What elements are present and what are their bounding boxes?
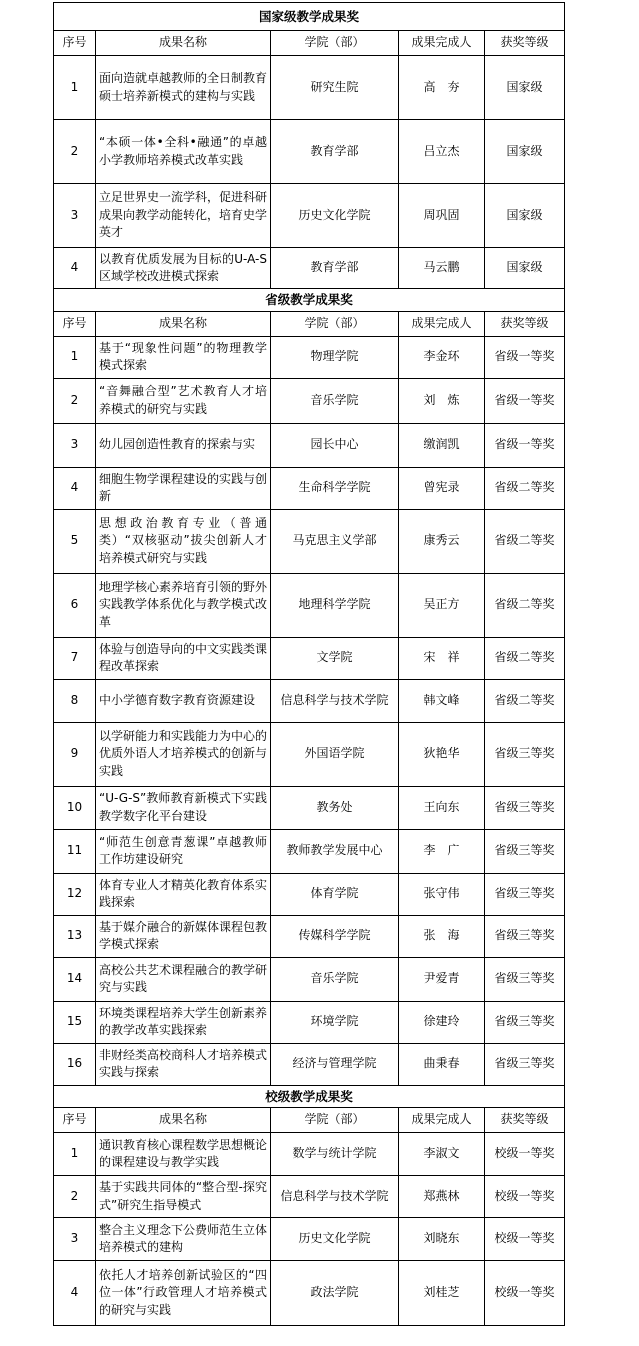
college-cell: 环境学院 (271, 1001, 399, 1043)
completer-cell: 刘 炼 (399, 378, 485, 423)
college-cell: 政法学院 (271, 1261, 399, 1326)
award-level-cell: 省级三等奖 (485, 722, 565, 786)
completer-cell: 吕立杰 (399, 120, 485, 184)
completer-cell: 曲秉春 (399, 1043, 485, 1085)
row-number-cell: 11 (54, 829, 96, 873)
table-row (54, 915, 565, 957)
row-number-cell: 7 (54, 637, 96, 679)
column-header-college: 学院（部） (271, 31, 399, 56)
college-cell: 文学院 (271, 637, 399, 679)
column-header-award-level: 获奖等级 (485, 311, 565, 336)
table-row (54, 829, 565, 873)
awards-table-body (54, 3, 565, 1326)
college-cell: 信息科学与技术学院 (271, 679, 399, 722)
achievement-name-cell: “师范生创意青葱课”卓越教师工作坊建设研究 (96, 829, 271, 873)
achievement-name-cell: 整合主义理念下公费师范生立体培养模式的建构 (96, 1218, 271, 1261)
award-level-cell: 国家级 (485, 120, 565, 184)
award-level-cell: 省级三等奖 (485, 957, 565, 1001)
table-row (54, 336, 565, 378)
college-cell: 生命科学学院 (271, 467, 399, 509)
row-number-cell: 15 (54, 1001, 96, 1043)
column-header-row (54, 31, 565, 56)
column-header-row (54, 311, 565, 336)
table-row (54, 56, 565, 120)
column-header-completer: 成果完成人 (399, 31, 485, 56)
column-header-completer: 成果完成人 (399, 1108, 485, 1133)
section-title: 省级教学成果奖 (54, 289, 565, 312)
award-level-cell: 省级一等奖 (485, 423, 565, 467)
achievement-name-cell: “音舞融合型”艺术教育人才培养模式的研究与实践 (96, 378, 271, 423)
award-level-cell: 国家级 (485, 248, 565, 289)
award-level-cell: 校级一等奖 (485, 1218, 565, 1261)
award-level-cell: 省级一等奖 (485, 336, 565, 378)
achievement-name-cell: 以学研能力和实践能力为中心的优质外语人才培养模式的创新与实践 (96, 722, 271, 786)
table-row (54, 1001, 565, 1043)
achievement-name-cell: 环境类课程培养大学生创新素养的教学改革实践探索 (96, 1001, 271, 1043)
row-number-cell: 2 (54, 378, 96, 423)
table-row (54, 786, 565, 829)
table-row (54, 637, 565, 679)
achievement-name-cell: 非财经类高校商科人才培养模式实践与探索 (96, 1043, 271, 1085)
college-cell: 教育学部 (271, 120, 399, 184)
section-title: 国家级教学成果奖 (54, 3, 565, 31)
table-row (54, 1218, 565, 1261)
table-row (54, 722, 565, 786)
college-cell: 体育学院 (271, 873, 399, 915)
table-row (54, 1043, 565, 1085)
row-number-cell: 16 (54, 1043, 96, 1085)
award-level-cell: 省级二等奖 (485, 467, 565, 509)
award-level-cell: 省级三等奖 (485, 915, 565, 957)
college-cell: 地理科学学院 (271, 573, 399, 637)
college-cell: 数学与统计学院 (271, 1133, 399, 1176)
row-number-cell: 12 (54, 873, 96, 915)
table-row (54, 873, 565, 915)
achievement-name-cell: “U-G-S”教师教育新模式下实践教学数字化平台建设 (96, 786, 271, 829)
completer-cell: 康秀云 (399, 509, 485, 573)
award-level-cell: 省级一等奖 (485, 378, 565, 423)
completer-cell: 李金环 (399, 336, 485, 378)
award-level-cell: 省级三等奖 (485, 873, 565, 915)
table-row (54, 184, 565, 248)
college-cell: 园长中心 (271, 423, 399, 467)
award-level-cell: 省级二等奖 (485, 573, 565, 637)
college-cell: 物理学院 (271, 336, 399, 378)
row-number-cell: 10 (54, 786, 96, 829)
completer-cell: 李 广 (399, 829, 485, 873)
table-row (54, 1261, 565, 1326)
award-level-cell: 省级二等奖 (485, 679, 565, 722)
column-header-achievement-name: 成果名称 (96, 311, 271, 336)
completer-cell: 吴正方 (399, 573, 485, 637)
row-number-cell: 2 (54, 120, 96, 184)
award-level-cell: 校级一等奖 (485, 1133, 565, 1176)
award-level-cell: 国家级 (485, 184, 565, 248)
achievement-name-cell: 思想政治教育专业（普通类）“双核驱动”拔尖创新人才培养模式研究与实践 (96, 509, 271, 573)
column-header-award-level: 获奖等级 (485, 1108, 565, 1133)
completer-cell: 李淑文 (399, 1133, 485, 1176)
table-row (54, 467, 565, 509)
completer-cell: 高 夯 (399, 56, 485, 120)
college-cell: 教育学部 (271, 248, 399, 289)
college-cell: 教师教学发展中心 (271, 829, 399, 873)
award-level-cell: 省级三等奖 (485, 1043, 565, 1085)
row-number-cell: 3 (54, 184, 96, 248)
award-level-cell: 省级三等奖 (485, 829, 565, 873)
achievement-name-cell: “本硕一体•全科•融通”的卓越小学教师培养模式改革实践 (96, 120, 271, 184)
section-title-row (54, 289, 565, 312)
college-cell: 历史文化学院 (271, 1218, 399, 1261)
achievement-name-cell: 细胞生物学课程建设的实践与创新 (96, 467, 271, 509)
completer-cell: 王向东 (399, 786, 485, 829)
achievement-name-cell: 体育专业人才精英化教育体系实践探索 (96, 873, 271, 915)
awards-document (53, 2, 564, 1326)
row-number-cell: 2 (54, 1176, 96, 1218)
achievement-name-cell: 以教育优质发展为目标的U-A-S区域学校改进模式探索 (96, 248, 271, 289)
table-row (54, 1133, 565, 1176)
row-number-cell: 4 (54, 467, 96, 509)
college-cell: 研究生院 (271, 56, 399, 120)
achievement-name-cell: 立足世界史一流学科，促进科研成果向教学动能转化，培育史学英才 (96, 184, 271, 248)
completer-cell: 马云鹏 (399, 248, 485, 289)
column-header-completer: 成果完成人 (399, 311, 485, 336)
row-number-cell: 4 (54, 248, 96, 289)
column-header-row-number: 序号 (54, 31, 96, 56)
column-header-achievement-name: 成果名称 (96, 31, 271, 56)
section-title: 校级教学成果奖 (54, 1085, 565, 1108)
completer-cell: 韩文峰 (399, 679, 485, 722)
row-number-cell: 4 (54, 1261, 96, 1326)
college-cell: 外国语学院 (271, 722, 399, 786)
achievement-name-cell: 通识教育核心课程数学思想概论的课程建设与教学实践 (96, 1133, 271, 1176)
achievement-name-cell: 基于媒介融合的新媒体课程包教学模式探索 (96, 915, 271, 957)
row-number-cell: 13 (54, 915, 96, 957)
row-number-cell: 1 (54, 56, 96, 120)
table-row (54, 679, 565, 722)
awards-table (53, 2, 565, 1326)
college-cell: 音乐学院 (271, 378, 399, 423)
table-row (54, 248, 565, 289)
completer-cell: 刘晓东 (399, 1218, 485, 1261)
column-header-row-number: 序号 (54, 311, 96, 336)
row-number-cell: 3 (54, 423, 96, 467)
completer-cell: 曾宪录 (399, 467, 485, 509)
achievement-name-cell: 体验与创造导向的中文实践类课程改革探索 (96, 637, 271, 679)
college-cell: 传媒科学学院 (271, 915, 399, 957)
table-row (54, 378, 565, 423)
completer-cell: 宋 祥 (399, 637, 485, 679)
column-header-achievement-name: 成果名称 (96, 1108, 271, 1133)
completer-cell: 张守伟 (399, 873, 485, 915)
achievement-name-cell: 幼儿园创造性教育的探索与实 (96, 423, 271, 467)
row-number-cell: 8 (54, 679, 96, 722)
column-header-row-number: 序号 (54, 1108, 96, 1133)
completer-cell: 狄艳华 (399, 722, 485, 786)
completer-cell: 尹爱青 (399, 957, 485, 1001)
completer-cell: 徐建玲 (399, 1001, 485, 1043)
table-row (54, 120, 565, 184)
column-header-college: 学院（部） (271, 311, 399, 336)
college-cell: 信息科学与技术学院 (271, 1176, 399, 1218)
award-level-cell: 校级一等奖 (485, 1176, 565, 1218)
row-number-cell: 3 (54, 1218, 96, 1261)
table-row (54, 509, 565, 573)
achievement-name-cell: 高校公共艺术课程融合的教学研究与实践 (96, 957, 271, 1001)
college-cell: 历史文化学院 (271, 184, 399, 248)
award-level-cell: 省级三等奖 (485, 786, 565, 829)
section-title-row (54, 1085, 565, 1108)
award-level-cell: 省级二等奖 (485, 509, 565, 573)
row-number-cell: 14 (54, 957, 96, 1001)
completer-cell: 周巩固 (399, 184, 485, 248)
achievement-name-cell: 面向造就卓越教师的全日制教育硕士培养新模式的建构与实践 (96, 56, 271, 120)
table-row (54, 423, 565, 467)
award-level-cell: 省级二等奖 (485, 637, 565, 679)
column-header-award-level: 获奖等级 (485, 31, 565, 56)
row-number-cell: 5 (54, 509, 96, 573)
row-number-cell: 1 (54, 336, 96, 378)
college-cell: 教务处 (271, 786, 399, 829)
section-title-row (54, 3, 565, 31)
achievement-name-cell: 地理学核心素养培育引领的野外实践教学体系优化与教学模式改革 (96, 573, 271, 637)
row-number-cell: 6 (54, 573, 96, 637)
table-row (54, 957, 565, 1001)
table-row (54, 573, 565, 637)
completer-cell: 张 海 (399, 915, 485, 957)
achievement-name-cell: 中小学德育数字教育资源建设 (96, 679, 271, 722)
completer-cell: 缴润凯 (399, 423, 485, 467)
row-number-cell: 1 (54, 1133, 96, 1176)
table-row (54, 1176, 565, 1218)
college-cell: 音乐学院 (271, 957, 399, 1001)
college-cell: 马克思主义学部 (271, 509, 399, 573)
row-number-cell: 9 (54, 722, 96, 786)
completer-cell: 刘桂芝 (399, 1261, 485, 1326)
column-header-row (54, 1108, 565, 1133)
completer-cell: 郑燕林 (399, 1176, 485, 1218)
achievement-name-cell: 基于实践共同体的“整合型-探究式”研究生指导模式 (96, 1176, 271, 1218)
achievement-name-cell: 基于“现象性问题”的物理教学模式探索 (96, 336, 271, 378)
column-header-college: 学院（部） (271, 1108, 399, 1133)
achievement-name-cell: 依托人才培养创新试验区的“四位一体”行政管理人才培养模式的研究与实践 (96, 1261, 271, 1326)
award-level-cell: 校级一等奖 (485, 1261, 565, 1326)
award-level-cell: 国家级 (485, 56, 565, 120)
award-level-cell: 省级三等奖 (485, 1001, 565, 1043)
college-cell: 经济与管理学院 (271, 1043, 399, 1085)
